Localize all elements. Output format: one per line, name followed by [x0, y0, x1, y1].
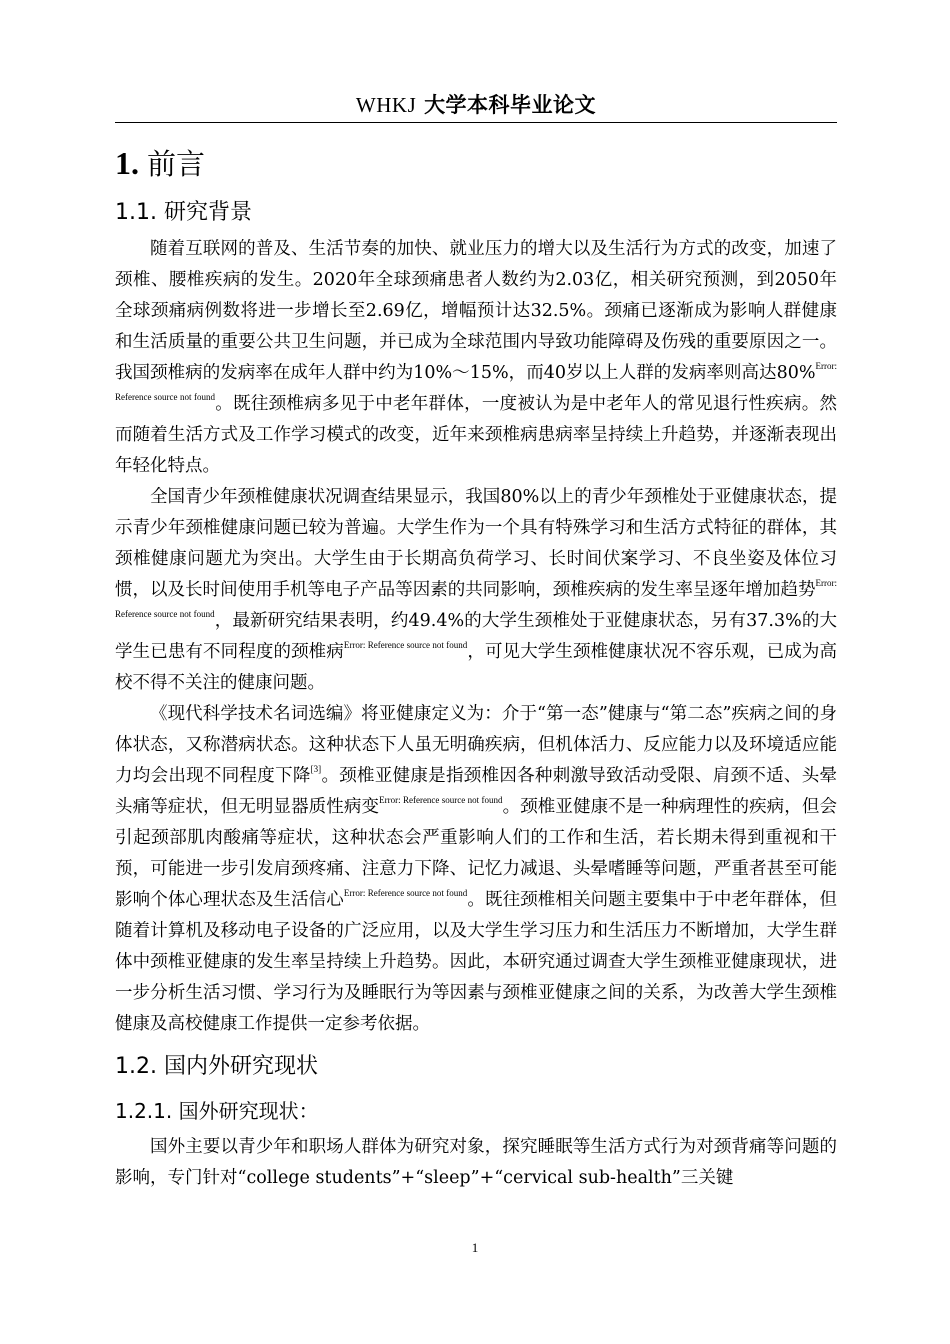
running-header	[115, 90, 837, 123]
subsection-title: 国外研究现状：	[178, 1099, 319, 1123]
header-latin: WHKJ	[355, 93, 417, 117]
paragraph-text: ，最新研究结果表明，约49.4%的大学生颈椎处于亚健康状态，另有37.3%的大学生已患有不同程度的颈椎病	[115, 611, 837, 662]
reference-error: Error: Reference source not found	[343, 640, 468, 650]
reference-citation: [3]	[310, 764, 322, 774]
paragraph-text: ，可见大学生颈椎健康状况不容乐观，已成为高校不得不关注的健康问题。	[115, 642, 838, 693]
paragraph-2	[115, 482, 837, 699]
paragraph-text: 。颈椎亚健康不是一种病理性的疾病，但会引起颈部肌肉酸痛等症状，这种状态会严重影响人们的工作和生活，若长期未得到重视和干预，可能进一步引发肩颈疼痛、注意力下降、记忆力减退、头晕嗜睡等问题，严重者甚至可能影响个体心理状态及生活信心	[115, 797, 838, 910]
reference-error: Error: Reference source not found	[343, 888, 468, 898]
paragraph-text: 。既往颈椎病多见于中老年群体，一度被认为是中老年人的常见退行性疾病。然而随着生活方式及工作学习模式的改变，近年来颈椎病患病率呈持续上升趋势，并逐渐表现出年轻化特点。	[115, 394, 837, 476]
reference-error: Error: Reference source not found	[115, 361, 837, 402]
section-number: 1.2.	[115, 1054, 157, 1079]
reference-error: Error: Reference source not found	[115, 578, 837, 619]
paragraph-1	[115, 234, 837, 482]
section-heading-1-2	[115, 1050, 837, 1084]
document-page	[115, 90, 837, 1194]
header-title: 大学本科毕业论文	[424, 92, 597, 117]
paragraph-text: 。颈椎亚健康是指颈椎因各种刺激导致活动受限、肩颈不适、头晕头痛等症状，但无明显器质性病变	[115, 766, 838, 817]
paragraph-3	[115, 699, 837, 1040]
section-title: 研究背景	[163, 200, 252, 225]
page-number: 1	[471, 1240, 479, 1255]
section-title: 国内外研究现状	[163, 1054, 318, 1079]
subsection-heading-1-2-1	[115, 1096, 837, 1126]
chapter-title: 前言	[147, 147, 206, 181]
reference-error: Error: Reference source not found	[379, 795, 503, 805]
paragraph-text: 《现代科学技术名词选编》将亚健康定义为：介于“第一态”健康与“第二态”疾病之间的身体状态，又称潜病状态。这种状态下人虽无明确疾病，但机体活力、反应能力以及环境适应能力均会出现不同程度下降	[115, 704, 837, 786]
section-heading-1-1	[115, 196, 837, 230]
paragraph-text: 。既往颈椎相关问题主要集中于中老年群体，但随着计算机及移动电子设备的广泛应用，以及大学生学习压力和生活压力不断增加，大学生群体中颈椎亚健康的发生率呈持续上升趋势。因此，本研究通过调查大学生颈椎亚健康现状，进一步分析生活习惯、学习行为及睡眠行为等因素与颈椎亚健康之间的关系，为改善大学生颈椎健康及高校健康工作提供一定参考依据。	[115, 890, 838, 1034]
paragraph-text: 全国青少年颈椎健康状况调查结果显示，我国80%以上的青少年颈椎处于亚健康状态，提示青少年颈椎健康问题已较为普遍。大学生作为一个具有特殊学习和生活方式特征的群体，其颈椎健康问题尤为突出。大学生由于长期高负荷学习、长时间伏案学习、不良坐姿及体位习惯，以及长时间使用手机等电子产品等因素的共同影响，颈椎疾病的发生率呈逐年增加趋势	[115, 487, 837, 600]
chapter-heading	[115, 141, 837, 186]
chapter-number: 1.	[115, 145, 139, 181]
subsection-number: 1.2.1.	[115, 1099, 173, 1123]
paragraph-4: 国外主要以青少年和职场人群体为研究对象，探究睡眠等生活方式行为对颈背痛等问题的影响，专门针对“college students”+“sleep”+“cervical sub-health”三关键	[115, 1137, 837, 1188]
section-number: 1.1.	[115, 200, 157, 225]
paragraph-text: 随着互联网的普及、生活节奏的加快、就业压力的增大以及生活行为方式的改变，加速了颈椎、腰椎疾病的发生。2020年全球颈痛患者人数约为2.03亿，相关研究预测，到2050年全球颈痛病例数将进一步增长至2.69亿，增幅预计达32.5%。颈痛已逐渐成为影响人群健康和生活质量的重要公共卫生问题，并已成为全球范围内导致功能障碍及伤残的重要原因之一。我国颈椎病的发病率在成年人群中约为10%～15%，而40岁以上人群的发病率则高达80%	[115, 239, 837, 383]
